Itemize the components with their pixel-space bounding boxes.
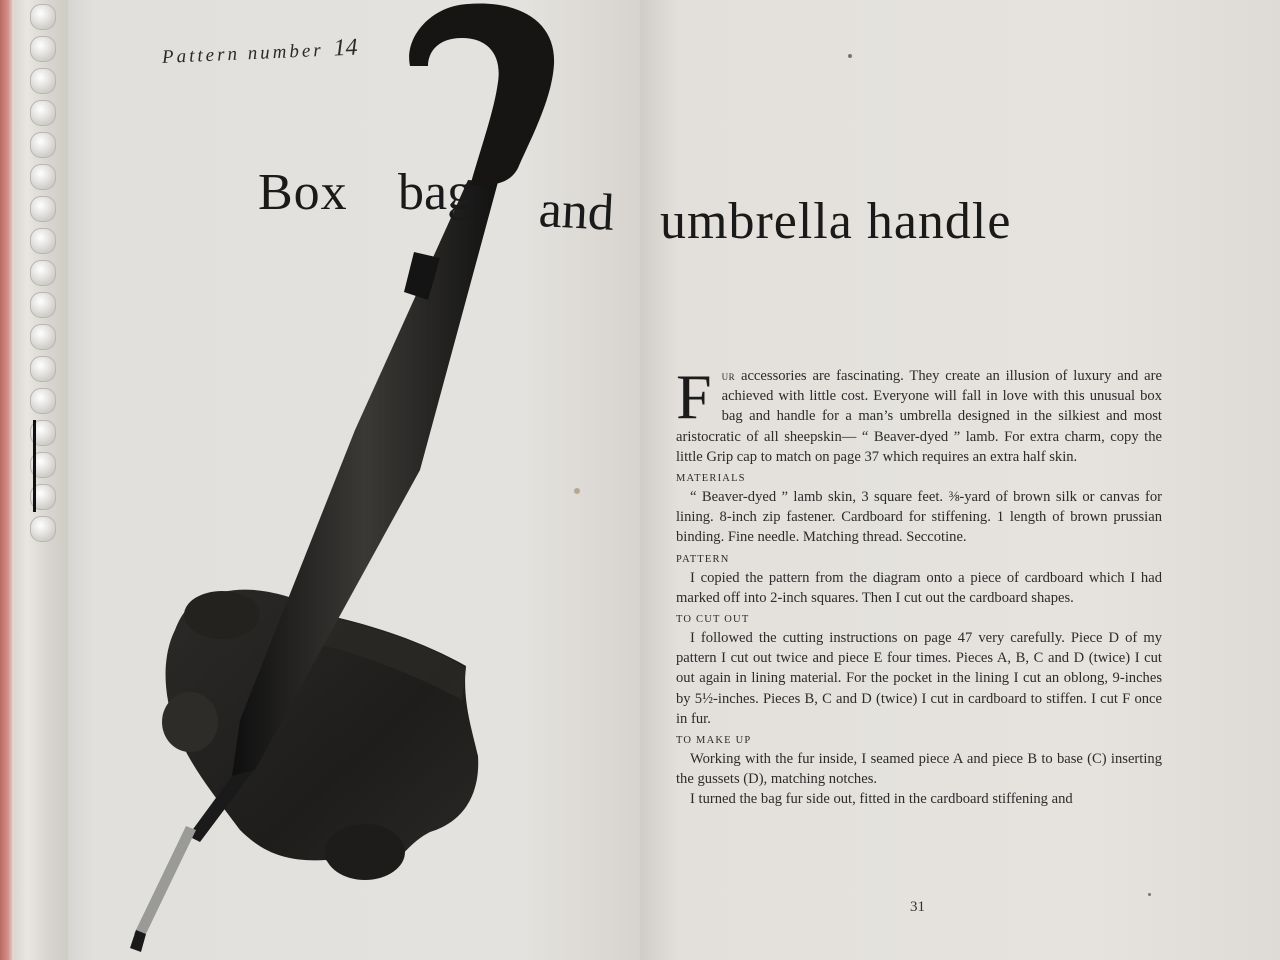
intro-text: accessories are fascinating. They create an illusion of luxury and are achieved with little cost. Everyone will fall in love with this unusual box bag and handle for a man’s umbrella designed in the silkiest and most aristocratic of all sheepskin— “ Beaver-dyed ” lamb. For extra charm, copy the little Grip cap to match on page 37 which requires an extra half skin.	[676, 368, 1162, 465]
page-number: 31	[910, 899, 925, 915]
materials-paragraph: “ Beaver-dyed ” lamb skin, 3 square feet. ⅜-yard of brown silk or canvas for lining. 8-inch zip fastener. Cardboard for stiffening. 1 length of brown prussian binding. Fine needle. Matching thread. Seccotine.	[676, 489, 1162, 546]
title-word-and: and	[537, 181, 616, 242]
intro-paragraph	[676, 361, 1162, 467]
title-word-bag: bag	[398, 164, 474, 221]
paper-speck	[848, 54, 852, 58]
make-up-paragraph-2: I turned the bag fur side out, fitted in the cardboard stiffening and	[690, 791, 1073, 808]
pattern-paragraph: I copied the pattern from the diagram onto a piece of cardboard which I had marked off into 2-inch squares. Then I cut out the cardboard shapes.	[676, 569, 1162, 606]
title-word-box: Box	[258, 164, 348, 221]
title-umbrella-handle: umbrella handle	[660, 193, 1012, 250]
section-heading-make-up: TO MAKE UP	[676, 735, 752, 747]
paper-speck	[1148, 893, 1151, 896]
pattern-label: Pattern number	[161, 39, 325, 68]
section-heading-cut-out: TO CUT OUT	[676, 614, 750, 626]
article-body	[676, 361, 1162, 810]
section-heading-materials: MATERIALS	[676, 473, 746, 485]
drop-cap: F	[676, 361, 712, 432]
lead-in: ur	[721, 368, 736, 383]
section-heading-pattern: PATTERN	[676, 553, 730, 565]
pattern-number: 14	[333, 34, 359, 62]
cut-out-paragraph: I followed the cutting instructions on page 47 very carefully. Piece D of my pattern I cut out twice and piece E four times. Pieces A, B, C and D (twice) I cut out again in lining material. For the pocket in the lining I cut an oblong, 9-inches by 5½-inches. Pieces B, C and D (twice) I cut in cardboard to stiffen. I cut F once in fur.	[676, 630, 1162, 727]
make-up-paragraph-1: Working with the fur inside, I seamed piece A and piece B to base (C) inserting the gussets (D), matching notches.	[676, 751, 1162, 788]
paper-speck	[574, 488, 580, 494]
